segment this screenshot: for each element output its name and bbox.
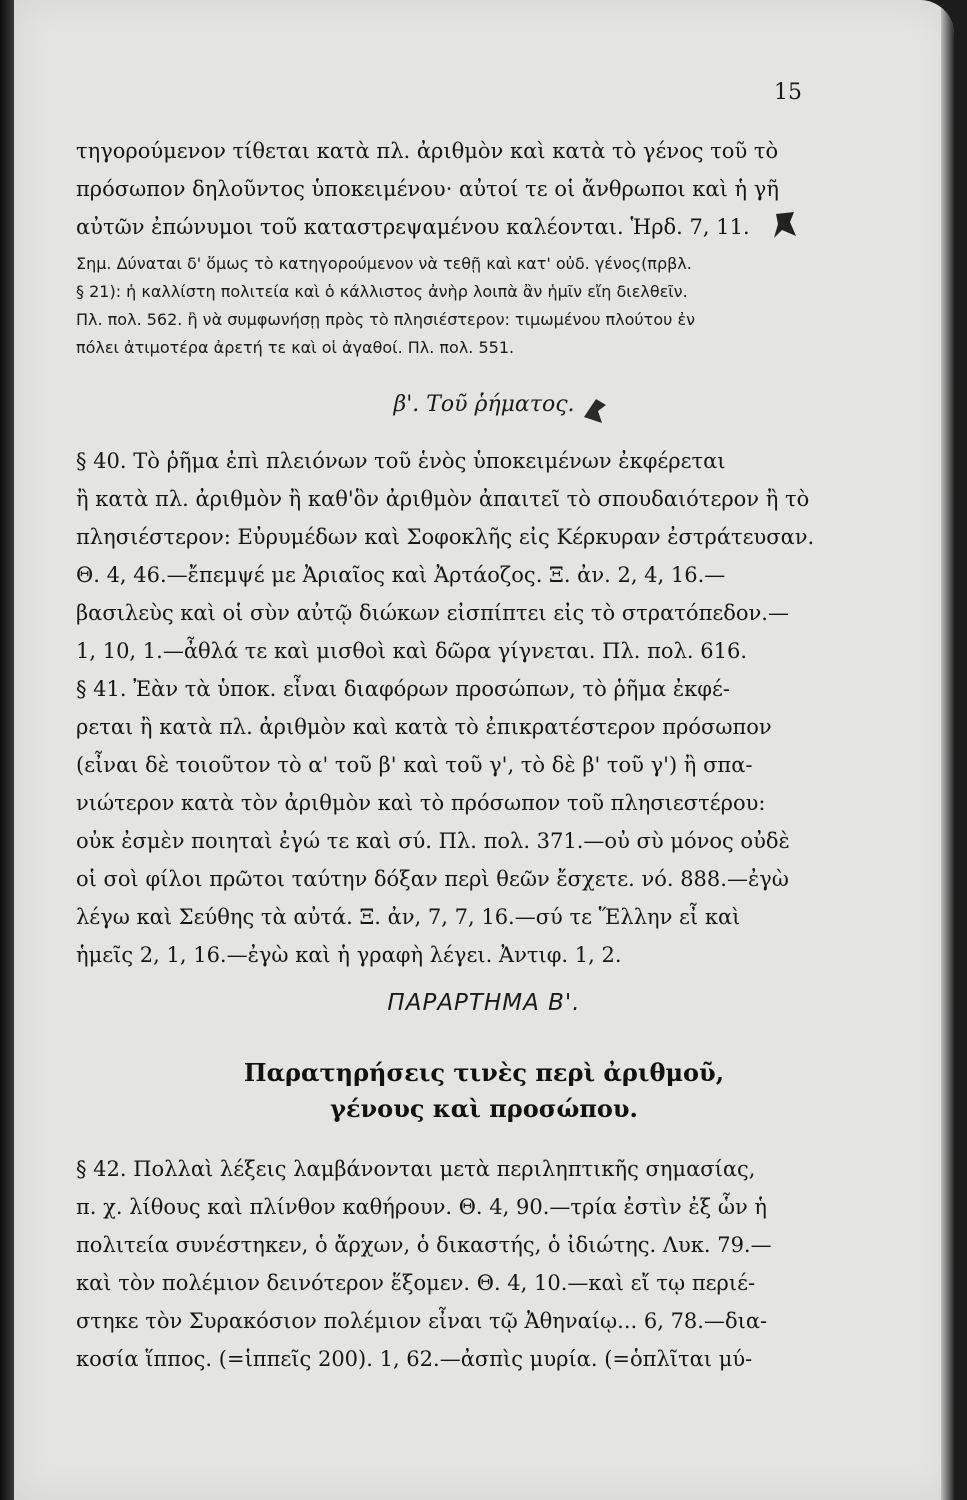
page-number: 15 (774, 80, 802, 105)
section-40 (76, 442, 848, 670)
text-line: στηκε τὸν Συρακόσιον πολέμιον εἶναι τῷ Ἀθηναίῳ... 6, 78.—δια- (76, 1309, 768, 1333)
note-line: Πλ. πολ. 562. ἢ νὰ συμφωνήσῃ πρὸς τὸ πλησιέστερον: τιμωμένου πλούτου ἐν (76, 310, 696, 329)
text-line: βασιλεὺς καὶ οἱ σὺν αὐτῷ διώκων εἰσπίπτει εἰς τὸ στρατόπεδον.— (76, 601, 789, 625)
text-line: τηγορούμενον τίθεται κατὰ πλ. ἀριθμὸν καὶ κατὰ τὸ γένος τοῦ τὸ (76, 139, 779, 163)
appendix-heading (14, 1055, 954, 1127)
text-line: πρόσωπον δηλοῦντος ὑποκειμένου· αὐτοί τε οἱ ἄνθρωποι καὶ ἡ γῆ (76, 177, 779, 201)
text-line: νιώτερον κατὰ τὸν ἀριθμὸν καὶ τὸ πρόσωπον τοῦ πλησιεστέρου: (76, 791, 766, 815)
text-line: ἡμεῖς 2, 1, 16.—ἐγὼ καὶ ἡ γραφὴ λέγει. Ἀντιφ. 1, 2. (76, 943, 622, 967)
text-line: Θ. 4, 46.—ἔπεμψέ με Ἀριαῖος καὶ Ἀρτάοζος. Ξ. ἀν. 2, 4, 16.— (76, 563, 726, 587)
text-line: ρεται ἢ κατὰ πλ. ἀριθμὸν καὶ κατὰ τὸ ἐπικρατέστερον πρόσωπον (76, 715, 772, 739)
text-line: 1, 10, 1.—ἆθλά τε καὶ μισθοὶ καὶ δῶρα γίγνεται. Πλ. πολ. 616. (76, 639, 747, 663)
section-41 (76, 670, 848, 974)
page-edge-right (941, 0, 954, 1500)
text-line: § 41. Ἐὰν τὰ ὑποκ. εἶναι διαφόρων προσώπων, τὸ ῥῆμα ἐκφέ- (76, 677, 730, 701)
text-line: πλησιέστερον: Εὐρυμέδων καὶ Σοφοκλῆς εἰς Κέρκυραν ἐστράτευσαν. (76, 525, 815, 549)
ink-blot-icon (582, 395, 608, 425)
note-paragraph (76, 250, 848, 362)
note-line: Σημ. Δύναται δ' ὅμως τὸ κατηγορούμενον νὰ τεθῇ καὶ κατ' οὐδ. γένος(πρβλ. (76, 254, 692, 273)
text-line: λέγω καὶ Σεύθης τὰ αὐτά. Ξ. ἀν, 7, 7, 16.—σύ τε Ἕλλην εἶ καὶ (76, 905, 741, 929)
note-line: § 21): ἡ καλλίστη πολιτεία καὶ ὁ κάλλιστος ἀνὴρ λοιπὰ ἂν ἡμῖν εἴη διελθεῖν. (76, 282, 688, 301)
top-paragraph (76, 132, 848, 246)
text-line: κοσία ἵππος. (=ἱππεῖς 200). 1, 62.—ἀσπὶς μυρία. (=ὁπλῖται μύ- (76, 1347, 753, 1371)
section-heading-b: β'. Τοῦ ῥήματος. (393, 392, 575, 417)
book-page (14, 0, 954, 1500)
text-line: οὐκ ἐσμὲν ποιηταὶ ἐγώ τε καὶ σύ. Πλ. πολ. 371.—οὐ σὺ μόνος οὐδὲ (76, 829, 790, 853)
text-line: ἢ κατὰ πλ. ἀριθμὸν ἢ καθ'ὃν ἀριθμὸν ἀπαιτεῖ τὸ σπουδαιότερον ἢ τὸ (76, 487, 810, 511)
note-line: πόλει ἀτιμοτέρα ἀρετή τε καὶ οἱ ἀγαθοί. Πλ. πολ. 551. (76, 338, 515, 357)
text-line: οἱ σοὶ φίλοι πρῶτοι ταύτην δόξαν περὶ θεῶν ἔσχετε. νό. 888.—ἐγὼ (76, 867, 789, 891)
text-line: π. χ. λίθους καὶ πλίνθον καθήρουν. Θ. 4, 90.—τρία ἐστὶν ἐξ ὧν ἡ (76, 1195, 768, 1219)
heading-line: Παρατηρήσεις τινὲς περὶ ἀριθμοῦ, (243, 1058, 725, 1087)
text-line: § 40. Τὸ ῥῆμα ἐπὶ πλειόνων τοῦ ἑνὸς ὑποκειμένων ἐκφέρεται (76, 449, 726, 473)
page-edge-left (0, 0, 14, 1500)
appendix-title: ΠΑΡΑΡΤΗΜΑ Β'. (387, 990, 581, 1016)
text-line: αὐτῶν ἐπώνυμοι τοῦ καταστρεψαμένου καλέονται. Ἡρδ. 7, 11. (76, 215, 750, 239)
ink-blot-icon (772, 210, 798, 240)
text-line: § 42. Πολλαὶ λέξεις λαμβάνονται μετὰ περιληπτικῆς σημασίας, (76, 1157, 756, 1181)
heading-line: γένους καὶ προσώπου. (330, 1094, 638, 1123)
text-line: καὶ τὸν πολέμιον δεινότερον ἕξομεν. Θ. 4, 10.—καὶ εἴ τῳ περιέ- (76, 1271, 756, 1295)
text-line: (εἶναι δὲ τοιοῦτον τὸ α' τοῦ β' καὶ τοῦ γ', τὸ δὲ β' τοῦ γ') ἢ σπα- (76, 753, 753, 777)
section-42 (76, 1150, 848, 1378)
text-line: πολιτεία συνέστηκεν, ὁ ἄρχων, ὁ δικαστής, ὁ ἰδιώτης. Λυκ. 79.— (76, 1233, 772, 1257)
